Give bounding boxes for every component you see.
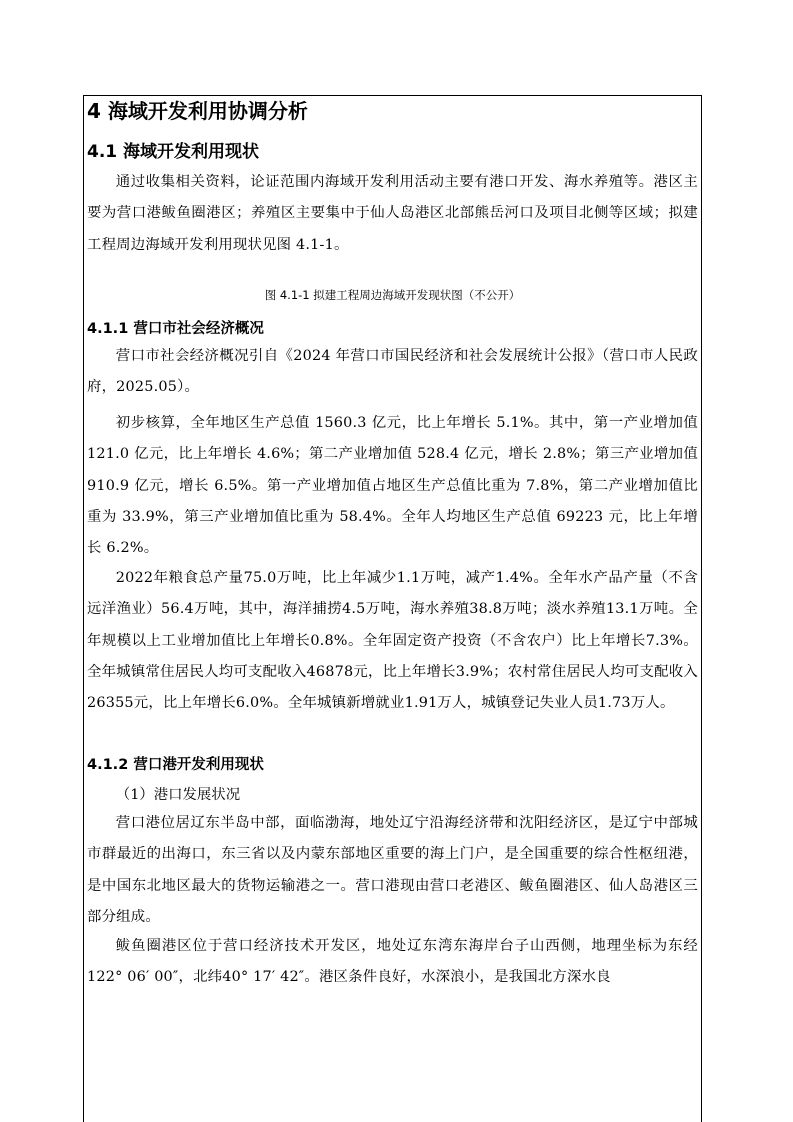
section-title-4-1: 4.1 海域开发利用现状 <box>87 142 260 162</box>
chapter-title: 4 海域开发利用协调分析 <box>87 99 308 123</box>
figure-caption: 图 4.1-1 拟建工程周边海域开发现状图（不公开） <box>264 288 521 302</box>
section-4-1-1-paragraph-2: 初步核算，全年地区生产总值 1560.3 亿元，比上年增长 5.1%。其中，第一产业增加值 121.0 亿元，比上年增长 4.6%；第二产业增加值 528.4 亿元，增长 2.8%；第三产业增加值 910.9 亿元，增长 6.5%。第一产业增加值占地区生产总值比重为 7.8%，第二产业增加值比重为 33.9%，第三产业增加值比重为 58.4%。全年人均地区生产总值 69223 元，比上年增长 6.2%。 <box>87 415 698 557</box>
section-4-1-1-paragraph-3: 2022年粮食总产量75.0万吨，比上年减少1.1万吨，减产1.4%。全年水产品产量（不含远洋渔业）56.4万吨，其中，海洋捕捞4.5万吨，海水养殖38.8万吨；淡水养殖13.1万吨。全年规模以上工业增加值比上年增长0.8%。全年固定资产投资（不含农户）比上年增长7.3%。全年城镇常住居民人均可支配收入46878元，比上年增长3.9%；农村常住居民人均可支配收入26355元，比上年增长6.0%。全年城镇新增就业1.91万人，城镇登记失业人员1.73万人。 <box>87 570 698 712</box>
section-title-4-1-1: 4.1.1 营口市社会经济概况 <box>87 321 264 337</box>
section-4-1-paragraph: 通过收集相关资料，论证范围内海域开发利用活动主要有港口开发、海水养殖等。港区主要为营口港鲅鱼圈港区；养殖区主要集中于仙人岛港区北部熊岳河口及项目北侧等区域；拟建工程周边海域开发利用现状见图 4.1-1。 <box>87 174 698 253</box>
section-4-1-1-paragraph-1: 营口市社会经济概况引自《2024 年营口市国民经济和社会发展统计公报》（营口市人民政府，2025.05）。 <box>87 348 698 396</box>
section-4-1-2-paragraph-2: 鲅鱼圈港区位于营口经济技术开发区，地处辽东湾东海岸台子山西侧，地理坐标为东经122° 06′ 00″，北纬40° 17′ 42″。港区条件良好，水深浪小，是我国北方深水良 <box>87 938 698 986</box>
subsection-port-development: （1）港口发展状况 <box>115 787 241 803</box>
section-title-4-1-2: 4.1.2 营口港开发利用现状 <box>87 757 264 773</box>
section-4-1-2-paragraph-1: 营口港位居辽东半岛中部，面临渤海，地处辽宁沿海经济带和沈阳经济区，是辽宁中部城市群最近的出海口，东三省以及内蒙东部地区重要的海上门户，是全国重要的综合性枢纽港，是中国东北地区最大的货物运输港之一。营口港现由营口老港区、鲅鱼圈港区、仙人岛港区三部分组成。 <box>87 815 698 925</box>
